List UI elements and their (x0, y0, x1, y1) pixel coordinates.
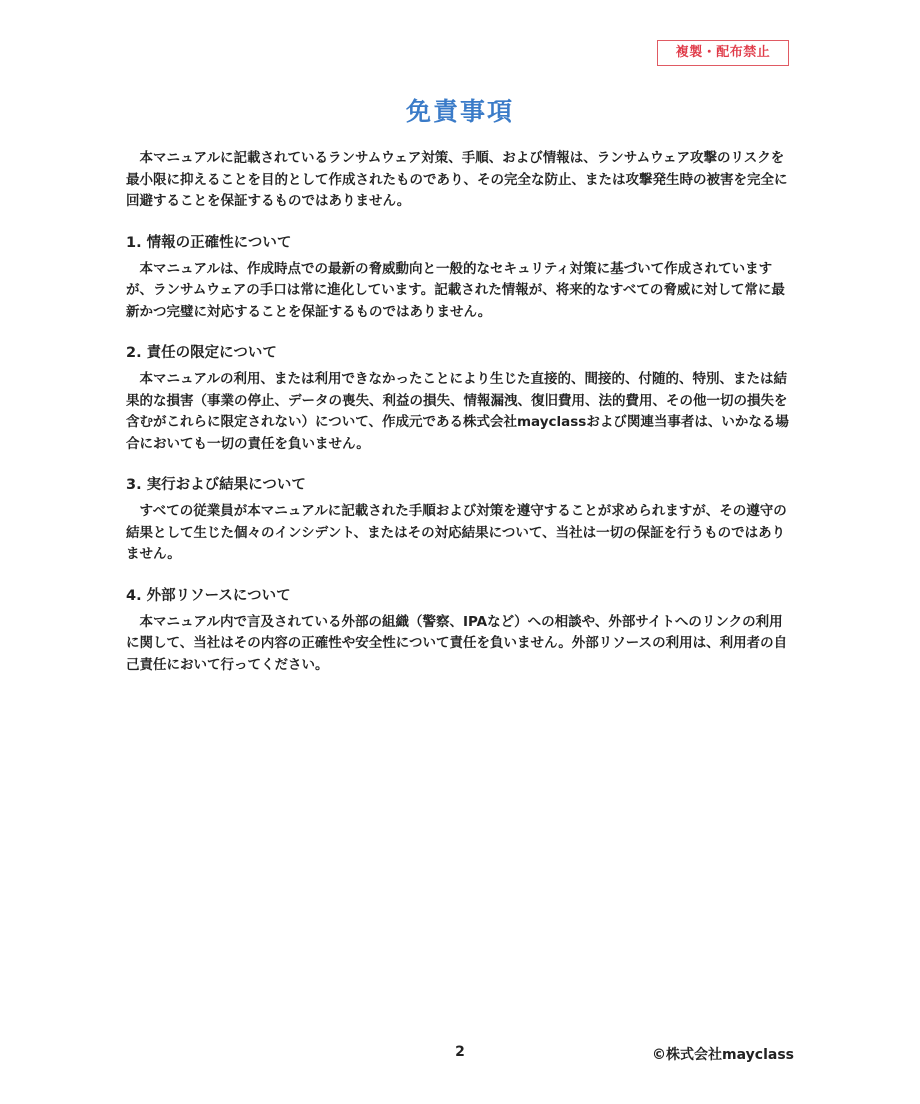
section-heading: 2. 責任の限定について (126, 345, 277, 361)
copyright-notice: ©株式会社mayclass (652, 1047, 794, 1063)
page-number: 2 (455, 1044, 465, 1060)
section-body: 本マニュアル内で言及されている外部の組織（警察、IPAなど）への相談や、外部サイトへのリンクの利用に関して、当社はその内容の正確性や安全性について責任を負いません。外部リソースの利用は、利用者の自己責任において行ってください。 (126, 613, 788, 673)
section-accuracy (126, 231, 794, 324)
intro-paragraph: 本マニュアルに記載されているランサムウェア対策、手順、および情報は、ランサムウェア攻撃のリスクを最小限に抑えることを目的として作成されたものであり、その完全な防止、または攻撃発生時の被害を完全に回避することを保証するものではありません。 (126, 150, 788, 209)
disclaimer-content (126, 148, 794, 676)
no-copy-stamp: 複製・配布禁止 (657, 40, 789, 66)
section-liability (126, 341, 794, 455)
section-heading: 4. 外部リソースについて (126, 587, 291, 604)
section-body: すべての従業員が本マニュアルに記載された手順および対策を遵守することが求められますが、その遵守の結果として生じた個々のインシデント、またはその対応結果について、当社は一切の保証を行うものではありません。 (126, 503, 787, 562)
section-heading: 1. 情報の正確性について (126, 234, 292, 251)
section-body: 本マニュアルの利用、または利用できなかったことにより生じた直接的、間接的、付随的、特別、または結果的な損害（事業の停止、データの喪失、利益の損失、情報漏洩、復旧費用、法的費用、その他一切の損失を含むがこれらに限定されない）について、作成元である株式会社mayclassおよび関連当事者は、いかなる場合においても一切の責任を負いません。 (126, 371, 789, 452)
page-title: 免責事項 (405, 97, 514, 126)
section-execution (126, 473, 794, 566)
section-body: 本マニュアルは、作成時点での最新の脅威動向と一般的なセキュリティ対策に基づいて作成されていますが、ランサムウェアの手口は常に進化しています。記載された情報が、将来的なすべての脅威に対して常に最新かつ完璧に対応することを保証するものではありません。 (126, 260, 785, 320)
section-heading: 3. 実行および結果について (126, 477, 306, 493)
section-external-resources (126, 584, 794, 677)
